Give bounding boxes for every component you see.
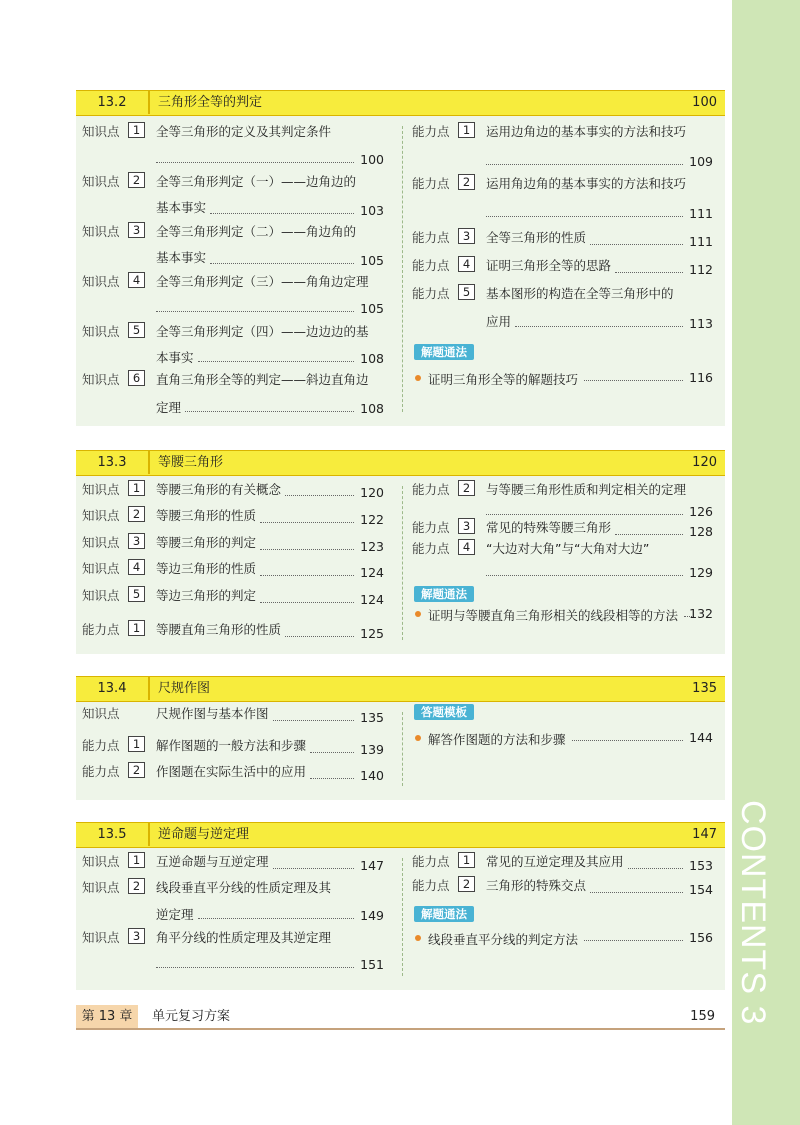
dot-leader [628, 868, 684, 869]
entry-title: 解作图题的一般方法和步骤 [156, 738, 307, 753]
method-entry[interactable] [406, 930, 725, 950]
chapter-title: 单元复习方案 [152, 1009, 231, 1024]
column-divider [402, 486, 403, 640]
dot-leader [285, 636, 354, 637]
entry-page: 154 [689, 882, 713, 897]
toc-entry[interactable] [406, 539, 725, 585]
entry-page: 111 [689, 206, 713, 221]
entry-page: 113 [689, 316, 713, 331]
entry-kind: 能力点 [82, 764, 120, 779]
chapter-label: 第 13 章 [76, 1005, 138, 1028]
contents-label: CONTENTS 3 [734, 800, 772, 1026]
toc-entry[interactable] [406, 256, 725, 282]
section-page: 135 [692, 681, 717, 696]
entry-page: 100 [360, 152, 384, 167]
entry-title: 常见的特殊等腰三角形 [486, 520, 612, 535]
entry-kind: 知识点 [82, 174, 120, 189]
entry-page: 149 [360, 908, 384, 923]
toc-entry[interactable] [76, 222, 396, 273]
dot-leader [310, 752, 354, 753]
section-13-2 [76, 90, 725, 426]
dot-leader [590, 244, 683, 245]
entry-title: 等边三角形的性质 [156, 561, 257, 576]
dot-leader [260, 575, 354, 576]
entry-kind: 知识点 [82, 372, 120, 387]
method-entry[interactable] [406, 730, 725, 750]
dot-leader [273, 868, 355, 869]
section-number: 13.2 [97, 95, 127, 110]
right-column [406, 116, 725, 426]
entry-title-continued: 应用 [486, 314, 512, 329]
bullet-dot [415, 611, 421, 617]
section-13-4 [76, 676, 725, 800]
entry-page: 147 [360, 858, 384, 873]
section-number: 13.5 [97, 827, 127, 842]
method-title: 证明三角形全等的解题技巧 [428, 372, 579, 387]
bullet-dot [415, 375, 421, 381]
dot-leader [584, 380, 683, 381]
entry-number-box: 2 [128, 506, 145, 522]
entry-title: 全等三角形判定（二）——角边角的 [156, 224, 357, 239]
entry-number-box: 4 [128, 559, 145, 575]
section-header[interactable] [76, 676, 725, 702]
toc-entry[interactable] [406, 852, 725, 878]
toc-entry[interactable] [76, 480, 396, 505]
entry-page: 108 [360, 351, 384, 366]
entry-title: 三角形的特殊交点 [486, 878, 587, 893]
entry-title-continued: 本事实 [156, 350, 194, 365]
entry-number-box: 1 [128, 620, 145, 636]
entry-title: 等腰三角形的有关概念 [156, 482, 282, 497]
right-column [406, 848, 725, 990]
entry-page: 135 [360, 710, 384, 725]
right-column [406, 476, 725, 654]
toc-entry[interactable] [76, 620, 396, 646]
toc-entry[interactable] [76, 586, 396, 612]
method-page: 116 [689, 370, 713, 385]
entry-number-box: 1 [128, 852, 145, 868]
entry-number-box: 2 [128, 878, 145, 894]
entry-kind: 能力点 [412, 482, 450, 497]
entry-title: 直角三角形全等的判定——斜边直角边 [156, 372, 369, 387]
method-title: 证明与等腰直角三角形相关的线段相等的方法 [428, 608, 679, 623]
toc-entry[interactable] [406, 228, 725, 254]
entry-page: 122 [360, 512, 384, 527]
entry-title: 与等腰三角形性质和判定相关的定理 [486, 482, 687, 497]
entry-title: 等腰三角形的性质 [156, 508, 257, 523]
entry-page: 139 [360, 742, 384, 757]
entry-kind: 能力点 [412, 541, 450, 556]
entry-title: 全等三角形的性质 [486, 230, 587, 245]
toc-entry[interactable] [406, 284, 725, 336]
entry-number-box: 5 [128, 322, 145, 338]
method-title: 解答作图题的方法和步骤 [428, 732, 566, 747]
entry-number-box: 2 [458, 480, 475, 496]
entry-title: 等腰直角三角形的性质 [156, 622, 282, 637]
section-page: 147 [692, 827, 717, 842]
dot-leader [260, 602, 354, 603]
entry-page: 124 [360, 565, 384, 580]
left-column [76, 848, 396, 990]
dot-leader [486, 216, 683, 217]
entry-kind: 能力点 [412, 124, 450, 139]
entry-kind: 知识点 [82, 224, 120, 239]
dot-leader [156, 162, 354, 163]
dot-leader [156, 311, 354, 312]
entry-number-box: 1 [458, 852, 475, 868]
column-divider [402, 858, 403, 976]
entry-kind: 知识点 [82, 561, 120, 576]
entry-title: 角平分线的性质定理及其逆定理 [156, 930, 332, 945]
entry-page: 125 [360, 626, 384, 641]
entry-number-box: 6 [128, 370, 145, 386]
entry-page: 140 [360, 768, 384, 783]
entry-kind: 能力点 [412, 520, 450, 535]
toc-entry[interactable] [76, 506, 396, 532]
entry-title: 常见的互逆定理及其应用 [486, 854, 624, 869]
entry-title-continued: 逆定理 [156, 907, 194, 922]
toc-entry[interactable] [76, 736, 396, 762]
left-column [76, 116, 396, 426]
dot-leader [198, 918, 355, 919]
entry-page: 109 [689, 154, 713, 169]
entry-kind: 能力点 [412, 176, 450, 191]
entry-kind: 知识点 [82, 274, 120, 289]
dot-leader [486, 514, 683, 515]
method-tag: 解题通法 [414, 906, 474, 922]
entry-kind: 知识点 [82, 854, 120, 869]
toc-entry[interactable] [76, 762, 396, 788]
entry-title: 全等三角形的定义及其判定条件 [156, 124, 332, 139]
entry-title: 等腰三角形的判定 [156, 535, 257, 550]
entry-number-box: 1 [128, 736, 145, 752]
section-title: 尺规作图 [158, 681, 211, 696]
dot-leader [310, 778, 354, 779]
entry-title: 线段垂直平分线的性质定理及其 [156, 880, 332, 895]
entry-number-box: 5 [128, 586, 145, 602]
column-divider [402, 126, 403, 412]
toc-entry[interactable] [76, 172, 396, 223]
entry-page: 124 [360, 592, 384, 607]
entry-page: 120 [360, 485, 384, 500]
toc-entry[interactable] [76, 928, 396, 977]
section-page: 120 [692, 455, 717, 470]
entry-kind: 能力点 [412, 286, 450, 301]
entry-page: 129 [689, 565, 713, 580]
section-header[interactable] [76, 450, 725, 476]
entry-kind: 能力点 [412, 258, 450, 273]
entry-number-box: 3 [128, 533, 145, 549]
toc-entry[interactable] [76, 370, 396, 421]
method-tag: 答题模板 [414, 704, 474, 720]
dot-leader [210, 213, 354, 214]
dot-leader [285, 495, 354, 496]
entry-kind: 能力点 [82, 622, 120, 637]
section-13-5 [76, 822, 725, 990]
section-title: 等腰三角形 [158, 455, 224, 470]
entry-number-box: 4 [458, 539, 475, 555]
entry-title-continued: 基本事实 [156, 200, 207, 215]
entry-number-box: 2 [128, 762, 145, 778]
toc-entry[interactable] [76, 122, 396, 172]
entry-title: 互逆命题与互逆定理 [156, 854, 269, 869]
method-page: 144 [689, 730, 713, 745]
section-title-divider [148, 451, 150, 474]
method-title: 线段垂直平分线的判定方法 [428, 932, 579, 947]
section-title-divider [148, 91, 150, 114]
entry-number-box: 4 [128, 272, 145, 288]
section-header[interactable] [76, 90, 725, 116]
entry-number-box: 1 [458, 122, 475, 138]
entry-kind: 知识点 [82, 588, 120, 603]
entry-page: 105 [360, 301, 384, 316]
method-tag: 解题通法 [414, 344, 474, 360]
entry-kind: 知识点 [82, 930, 120, 945]
dot-leader [572, 740, 684, 741]
dot-leader [156, 967, 354, 968]
entry-title: “大边对大角”与“大角对大边” [486, 541, 650, 556]
entry-number-box: 5 [458, 284, 475, 300]
section-number: 13.3 [97, 455, 127, 470]
entry-page: 103 [360, 203, 384, 218]
section-title-divider [148, 677, 150, 700]
entry-page: 108 [360, 401, 384, 416]
entry-title: 运用边角边的基本事实的方法和技巧 [486, 124, 687, 139]
entry-page: 153 [689, 858, 713, 873]
entry-title: 作图题在实际生活中的应用 [156, 764, 307, 779]
entry-kind: 知识点 [82, 706, 120, 721]
section-title: 三角形全等的判定 [158, 95, 263, 110]
dot-leader [185, 411, 354, 412]
left-column [76, 476, 396, 654]
dot-leader [260, 549, 354, 550]
entry-kind: 能力点 [82, 738, 120, 753]
entry-number-box: 3 [458, 228, 475, 244]
dot-leader [615, 272, 683, 273]
bullet-dot [415, 735, 421, 741]
toc-entry[interactable] [406, 174, 725, 226]
entry-kind: 能力点 [412, 230, 450, 245]
method-entry[interactable] [406, 606, 725, 626]
entry-kind: 知识点 [82, 124, 120, 139]
toc-entry[interactable] [406, 122, 725, 174]
entry-page: 126 [689, 504, 713, 519]
right-column [406, 702, 725, 800]
entry-page: 111 [689, 234, 713, 249]
entry-number-box: 1 [128, 122, 145, 138]
entry-number-box: 2 [128, 172, 145, 188]
toc-entry[interactable] [76, 533, 396, 559]
dot-leader [273, 720, 355, 721]
toc-entry[interactable] [76, 878, 396, 928]
dot-leader [515, 326, 683, 327]
dot-leader [590, 892, 683, 893]
dot-leader [584, 940, 683, 941]
entry-kind: 知识点 [82, 324, 120, 339]
entry-page: 123 [360, 539, 384, 554]
method-page: 156 [689, 930, 713, 945]
entry-page: 128 [689, 524, 713, 539]
section-title: 逆命题与逆定理 [158, 827, 250, 842]
entry-number-box: 3 [458, 518, 475, 534]
dot-leader [486, 575, 683, 576]
toc-entry[interactable] [76, 272, 396, 321]
entry-kind: 能力点 [412, 878, 450, 893]
entry-number-box: 3 [128, 928, 145, 944]
entry-page: 105 [360, 253, 384, 268]
section-number: 13.4 [97, 681, 127, 696]
chapter-review-row[interactable] [76, 1005, 725, 1030]
entry-number-box: 4 [458, 256, 475, 272]
entry-kind: 知识点 [82, 482, 120, 497]
bullet-dot [415, 935, 421, 941]
dot-leader [486, 164, 683, 165]
column-divider [402, 712, 403, 786]
section-page: 100 [692, 95, 717, 110]
toc-entry[interactable] [76, 559, 396, 585]
entry-title: 运用角边角的基本事实的方法和技巧 [486, 176, 687, 191]
entry-kind: 知识点 [82, 508, 120, 523]
entry-title-continued: 基本事实 [156, 250, 207, 265]
entry-page: 151 [360, 957, 384, 972]
entry-number-box: 1 [128, 480, 145, 496]
entry-title: 全等三角形判定（四）——边边边的基 [156, 324, 369, 339]
section-header[interactable] [76, 822, 725, 848]
entry-kind: 能力点 [412, 854, 450, 869]
entry-title: 尺规作图与基本作图 [156, 706, 269, 721]
toc-entry[interactable] [76, 704, 396, 730]
dot-leader [198, 361, 355, 362]
toc-entry[interactable] [406, 876, 725, 902]
entry-number-box: 3 [128, 222, 145, 238]
method-tag: 解题通法 [414, 586, 474, 602]
entry-title: 基本图形的构造在全等三角形中的 [486, 286, 674, 301]
dot-leader [615, 534, 683, 535]
method-page: 132 [689, 606, 713, 621]
entry-title: 证明三角形全等的思路 [486, 258, 612, 273]
left-column [76, 702, 396, 800]
toc-entry[interactable] [76, 322, 396, 371]
dot-leader [210, 263, 354, 264]
entry-kind: 知识点 [82, 880, 120, 895]
entry-page: 112 [689, 262, 713, 277]
entry-number-box: 2 [458, 876, 475, 892]
entry-title: 等边三角形的判定 [156, 588, 257, 603]
dot-leader [260, 522, 354, 523]
section-13-3 [76, 450, 725, 654]
entry-title: 全等三角形判定（一）——边角边的 [156, 174, 357, 189]
entry-kind: 知识点 [82, 535, 120, 550]
method-entry[interactable] [406, 370, 725, 390]
entry-title-continued: 定理 [156, 400, 182, 415]
entry-number-box: 2 [458, 174, 475, 190]
chapter-page: 159 [690, 1009, 715, 1024]
entry-title: 全等三角形判定（三）——角角边定理 [156, 274, 369, 289]
toc-entry[interactable] [76, 852, 396, 878]
section-title-divider [148, 823, 150, 846]
